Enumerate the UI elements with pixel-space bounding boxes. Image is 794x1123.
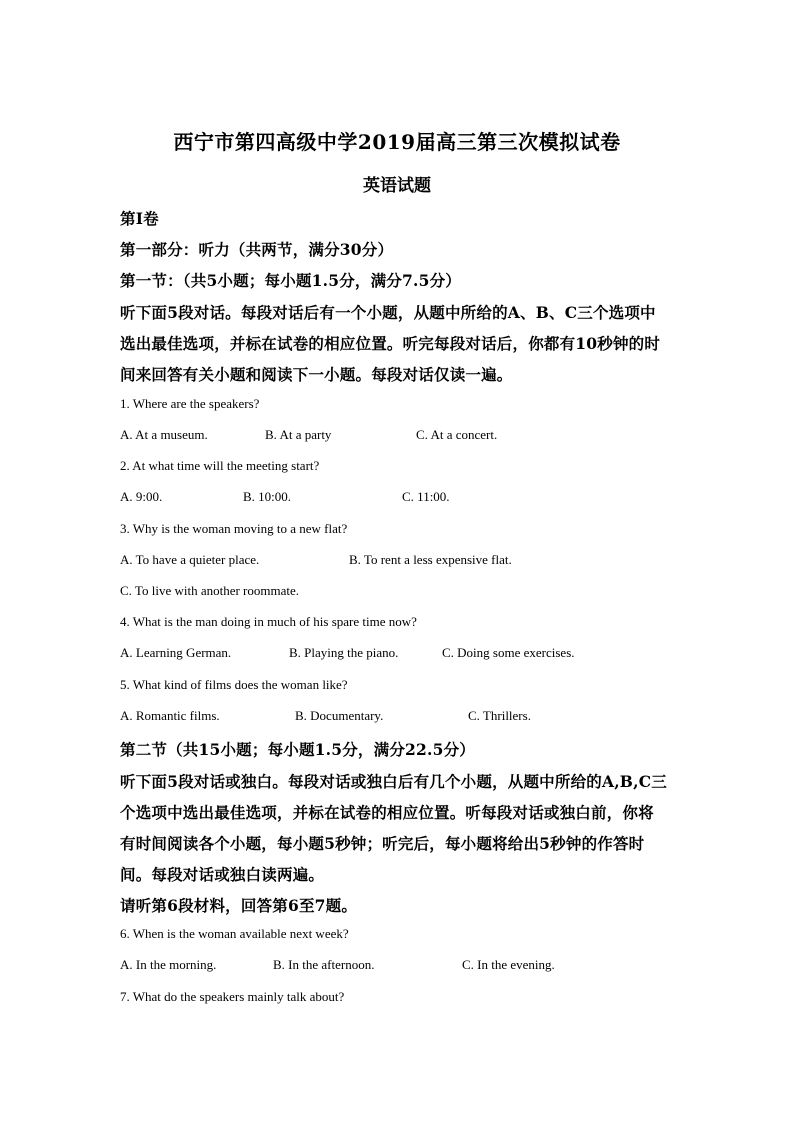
section1-instruction-line: 听下面5段对话。每段对话后有一个小题，从题中所给的A、B、C三个选项中 xyxy=(120,303,656,322)
section2-instruction-line: 有时间阅读各个小题，每小题5秒钟；听完后，每小题将给出5秒钟的作答时 xyxy=(120,834,645,853)
part1-heading: 第一部分：听力（共两节，满分30分） xyxy=(120,240,394,259)
section2-instruction-line: 个选项中选出最佳选项，并标在试卷的相应位置。听每段对话或独白前，你将 xyxy=(120,803,654,822)
section1-instruction-line: 选出最佳选项，并标在试卷的相应位置。听完每段对话后，你都有10秒钟的时 xyxy=(120,334,661,353)
question-stem: 2. At what time will the meeting start? xyxy=(120,458,320,473)
question-stem: 3. Why is the woman moving to a new flat? xyxy=(120,521,348,536)
option-a: A. In the morning. xyxy=(120,957,217,972)
option-a: A. 9:00. xyxy=(120,489,163,504)
option-c: C. Thrillers. xyxy=(468,708,531,723)
question-stem: 6. When is the woman available next week? xyxy=(120,926,349,941)
question-stem: 1. Where are the speakers? xyxy=(120,396,260,411)
exam-subtitle: 英语试题 xyxy=(363,176,431,196)
option-b: B. At a party xyxy=(265,427,332,442)
question-stem: 4. What is the man doing in much of his spare time now? xyxy=(120,614,417,629)
option-a: A. Learning German. xyxy=(120,645,232,660)
option-b: B. In the afternoon. xyxy=(273,957,375,972)
option-b: B. 10:00. xyxy=(243,489,292,504)
section1-instruction-line: 间来回答有关小题和阅读下一小题。每段对话仅读一遍。 xyxy=(120,365,513,384)
volume-heading: 第I卷 xyxy=(120,209,159,228)
option-a: A. At a museum. xyxy=(120,427,208,442)
option-c: C. At a concert. xyxy=(416,427,498,442)
option-c: C. In the evening. xyxy=(462,957,555,972)
option-a: A. Romantic films. xyxy=(120,708,220,723)
option-b: B. Documentary. xyxy=(295,708,384,723)
option-c: C. Doing some exercises. xyxy=(442,645,575,660)
option-c: C. 11:00. xyxy=(402,489,450,504)
question-stem: 5. What kind of films does the woman like? xyxy=(120,677,348,692)
option-c: C. To live with another roommate. xyxy=(120,583,300,598)
section2-instruction-line: 间。每段对话或独白读两遍。 xyxy=(120,865,325,884)
option-a: A. To have a quieter place. xyxy=(120,552,260,567)
section2-instruction-line: 听下面5段对话或独白。每段对话或独白后有几个小题，从题中所给的A,B,C三 xyxy=(120,772,667,791)
section2-heading: 第二节（共15小题；每小题1.5分，满分22.5分） xyxy=(120,740,475,759)
section1-heading: 第一节：（共5小题；每小题1.5分，满分7.5分） xyxy=(120,271,461,290)
material-note: 请听第6段材料，回答第6至7题。 xyxy=(120,896,358,915)
question-stem: 7. What do the speakers mainly talk about? xyxy=(120,989,345,1004)
exam-title: 西宁市第四高级中学2019届高三第三次模拟试卷 xyxy=(173,130,621,154)
option-b: B. To rent a less expensive flat. xyxy=(349,552,512,567)
option-b: B. Playing the piano. xyxy=(289,645,399,660)
